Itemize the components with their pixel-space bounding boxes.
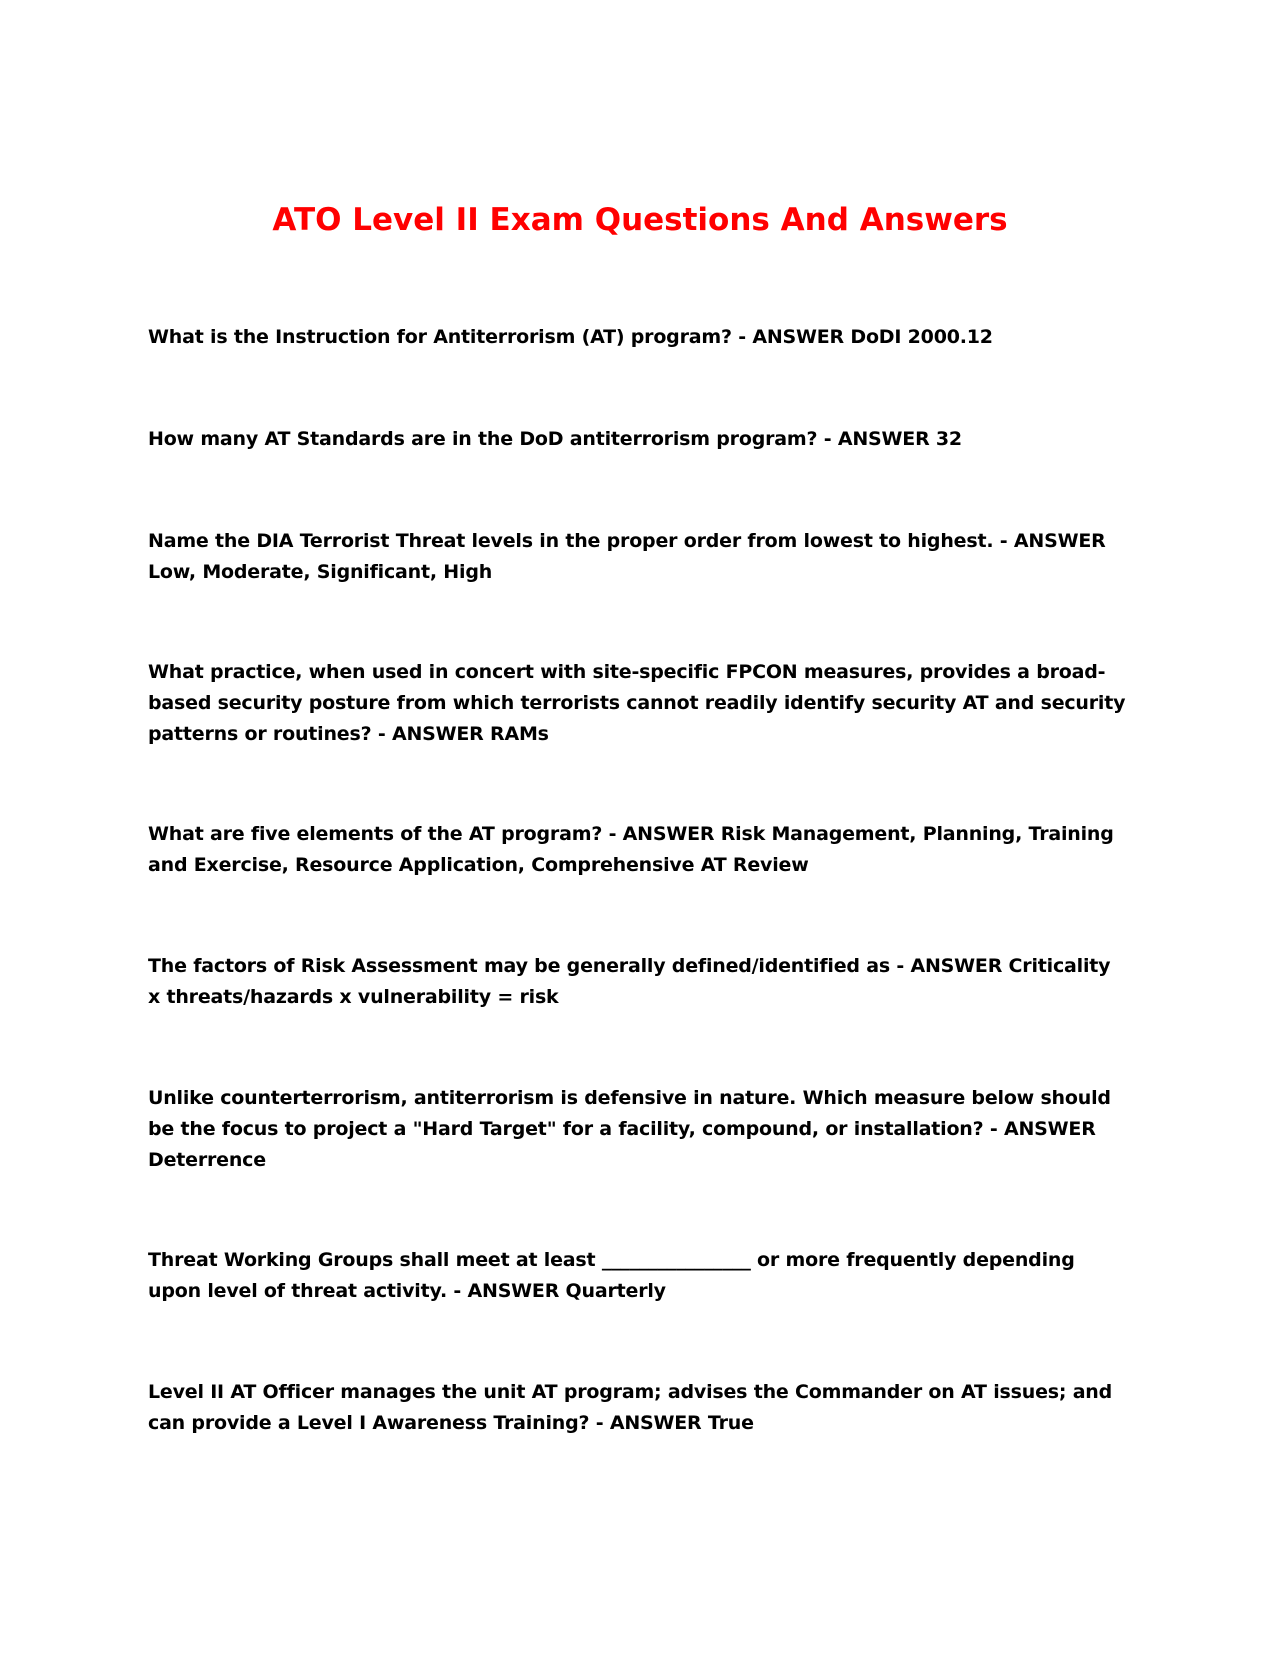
answer-text: ANSWER DoDI 2000.12 [752, 326, 993, 348]
question-text: Unlike counterterrorism, antiterrorism is defensive in nature. Which measure below should be the focus to project a "Hard Target" for a facility, compound, or installation? - [148, 1087, 1111, 1140]
answer-text: ANSWER Low, Moderate, Significant, High [148, 530, 1106, 583]
question-text: Name the DIA Terrorist Threat levels in the proper order from lowest to highest. - [148, 530, 1014, 552]
question-text: What are five elements of the AT program? - [148, 823, 623, 845]
qa-item-4 [148, 657, 1128, 750]
qa-item-8 [148, 1245, 1128, 1307]
answer-text: ANSWER True [609, 1412, 754, 1434]
qa-item-3 [148, 526, 1128, 588]
qa-item-2 [148, 424, 1128, 455]
question-text: What practice, when used in concert with site-specific FPCON measures, provides a broad-based security posture from which terrorists cannot readily identify security AT and security patterns or routines? - [148, 661, 1125, 745]
question-text: What is the Instruction for Antiterrorism (AT) program? - [148, 326, 752, 348]
qa-item-6 [148, 951, 1128, 1013]
page-title: ATO Level II Exam Questions And Answers [272, 202, 1008, 238]
question-text: The factors of Risk Assessment may be generally defined/identified as - [148, 955, 910, 977]
answer-text: ANSWER 32 [837, 428, 962, 450]
qa-item-1 [148, 322, 1128, 353]
qa-item-5 [148, 819, 1128, 881]
answer-text: ANSWER Quarterly [467, 1280, 666, 1302]
answer-text: ANSWER RAMs [391, 723, 549, 745]
qa-item-7 [148, 1083, 1128, 1176]
answer-text: ANSWER Deterrence [148, 1118, 1096, 1171]
answer-text: ANSWER Risk Management, Planning, Training and Exercise, Resource Application, Comprehensive AT Review [148, 823, 1114, 876]
question-text: How many AT Standards are in the DoD antiterrorism program? - [148, 428, 838, 450]
qa-item-9 [148, 1377, 1128, 1439]
question-text: Threat Working Groups shall meet at least ________________ or more frequently depending upon level of threat activity. - [148, 1249, 1075, 1302]
answer-text: ANSWER Criticality x threats/hazards x vulnerability = risk [148, 955, 1111, 1008]
question-text: Level II AT Officer manages the unit AT program; advises the Commander on AT issues; and can provide a Level I Awareness Training? - [148, 1381, 1112, 1434]
